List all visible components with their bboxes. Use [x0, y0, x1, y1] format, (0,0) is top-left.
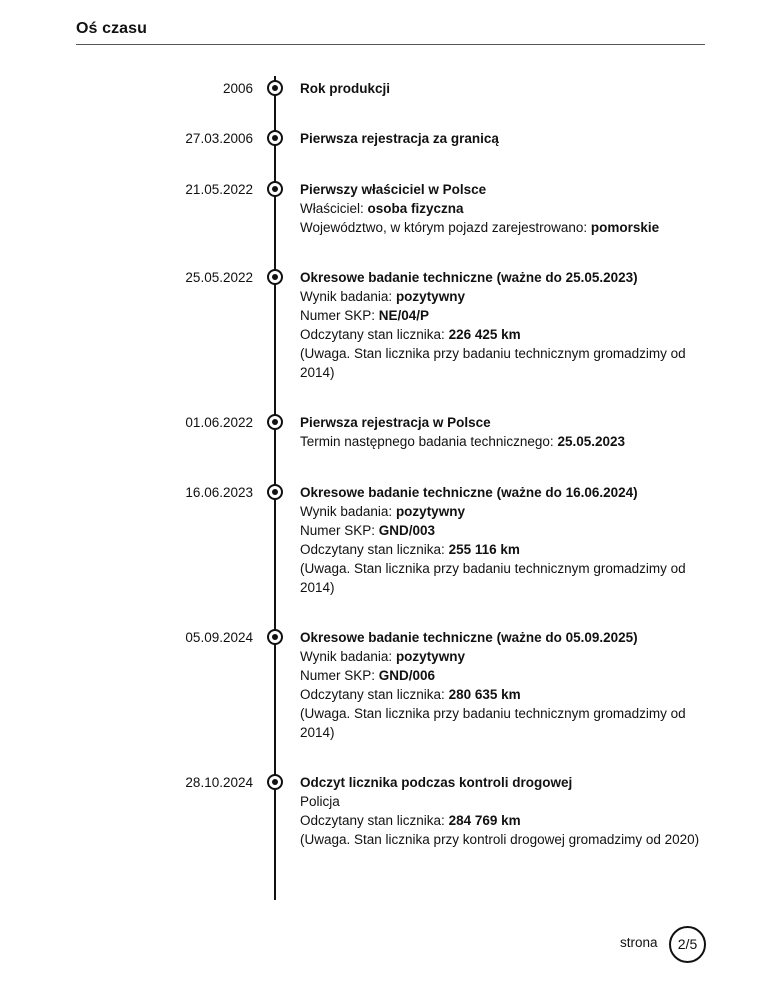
event-details	[300, 180, 700, 237]
timeline-dot-icon	[267, 130, 283, 146]
event-detail-line	[300, 502, 700, 521]
event-detail-line	[300, 325, 700, 344]
detail-label: Odczytany stan licznika:	[300, 542, 449, 557]
detail-label: Numer SKP:	[300, 668, 379, 683]
event-details	[300, 628, 700, 742]
detail-value: GND/006	[378, 668, 436, 683]
timeline-dot-icon	[267, 484, 283, 500]
event-detail-line	[300, 647, 700, 666]
event-detail-line	[300, 666, 700, 685]
detail-value: osoba fizyczna	[367, 201, 464, 216]
event-title: Pierwszy właściciel w Polsce	[300, 182, 487, 197]
detail-label: Właściciel:	[300, 201, 368, 216]
detail-value: pomorskie	[590, 220, 660, 235]
event-detail-line	[300, 306, 700, 325]
event-detail-line	[300, 218, 700, 237]
event-title: Okresowe badanie techniczne (ważne do 16.06.2024)	[300, 485, 638, 500]
timeline-dot-icon	[267, 269, 283, 285]
detail-value: pozytywny	[395, 649, 465, 664]
event-date: 05.09.2024	[185, 630, 253, 645]
detail-value: pozytywny	[395, 289, 465, 304]
detail-label: (Uwaga. Stan licznika przy badaniu technicznym gromadzimy od 2014)	[300, 706, 686, 740]
detail-label: Województwo, w którym pojazd zarejestrowano:	[300, 220, 591, 235]
detail-label: (Uwaga. Stan licznika przy kontroli drogowej gromadzimy od 2020)	[300, 832, 700, 847]
event-title: Okresowe badanie techniczne (ważne do 25.05.2023)	[300, 270, 638, 285]
event-date: 27.03.2006	[185, 131, 253, 146]
event-detail-line	[300, 685, 700, 704]
event-detail-line	[300, 287, 700, 306]
event-date: 2006	[222, 81, 253, 96]
event-details	[300, 268, 700, 382]
event-title: Pierwsza rejestracja za granicą	[300, 131, 499, 146]
event-date: 16.06.2023	[185, 485, 253, 500]
detail-value: NE/04/P	[378, 308, 430, 323]
event-title: Okresowe badanie techniczne (ważne do 05.09.2025)	[300, 630, 638, 645]
event-title: Pierwsza rejestracja w Polsce	[300, 415, 491, 430]
timeline-dot-icon	[267, 629, 283, 645]
detail-label: Wynik badania:	[300, 289, 396, 304]
event-title: Odczyt licznika podczas kontroli drogowej	[300, 775, 573, 790]
detail-label: Numer SKP:	[300, 308, 379, 323]
detail-label: Wynik badania:	[300, 649, 396, 664]
event-date: 21.05.2022	[185, 182, 253, 197]
event-details	[300, 413, 700, 451]
detail-label: Policja	[300, 794, 340, 809]
event-detail-line	[300, 811, 700, 830]
event-title: Rok produkcji	[300, 81, 391, 96]
event-detail-line	[300, 344, 700, 382]
page-number-badge: 2/5	[669, 926, 706, 963]
event-date: 25.05.2022	[185, 270, 253, 285]
detail-label: Odczytany stan licznika:	[300, 687, 449, 702]
timeline-dot-icon	[267, 181, 283, 197]
event-detail-line	[300, 559, 700, 597]
event-detail-line	[300, 199, 700, 218]
event-date: 01.06.2022	[185, 415, 253, 430]
event-detail-line	[300, 540, 700, 559]
detail-label: Numer SKP:	[300, 523, 379, 538]
title-divider	[76, 44, 705, 45]
event-details	[300, 483, 700, 597]
event-details	[300, 79, 700, 98]
event-detail-line	[300, 704, 700, 742]
detail-label: Wynik badania:	[300, 504, 396, 519]
timeline-dot-icon	[267, 774, 283, 790]
detail-label: Odczytany stan licznika:	[300, 327, 449, 342]
detail-value: 255 116 km	[448, 542, 520, 557]
event-detail-line	[300, 830, 700, 849]
detail-value: GND/003	[378, 523, 436, 538]
event-detail-line	[300, 792, 700, 811]
page-title: Oś czasu	[76, 20, 148, 37]
event-details	[300, 129, 700, 148]
detail-label: Termin następnego badania technicznego:	[300, 434, 558, 449]
event-detail-line	[300, 432, 700, 451]
detail-label: (Uwaga. Stan licznika przy badaniu technicznym gromadzimy od 2014)	[300, 561, 686, 595]
detail-value: 284 769 km	[448, 813, 521, 828]
detail-value: 226 425 km	[448, 327, 521, 342]
detail-value: 280 635 km	[448, 687, 521, 702]
detail-value: pozytywny	[395, 504, 465, 519]
timeline-dot-icon	[267, 80, 283, 96]
event-details	[300, 773, 700, 849]
detail-label: Odczytany stan licznika:	[300, 813, 449, 828]
page-label: strona	[620, 935, 658, 950]
timeline-dot-icon	[267, 414, 283, 430]
event-detail-line	[300, 521, 700, 540]
detail-label: (Uwaga. Stan licznika przy badaniu technicznym gromadzimy od 2014)	[300, 346, 686, 380]
event-date: 28.10.2024	[185, 775, 253, 790]
detail-value: 25.05.2023	[557, 434, 626, 449]
